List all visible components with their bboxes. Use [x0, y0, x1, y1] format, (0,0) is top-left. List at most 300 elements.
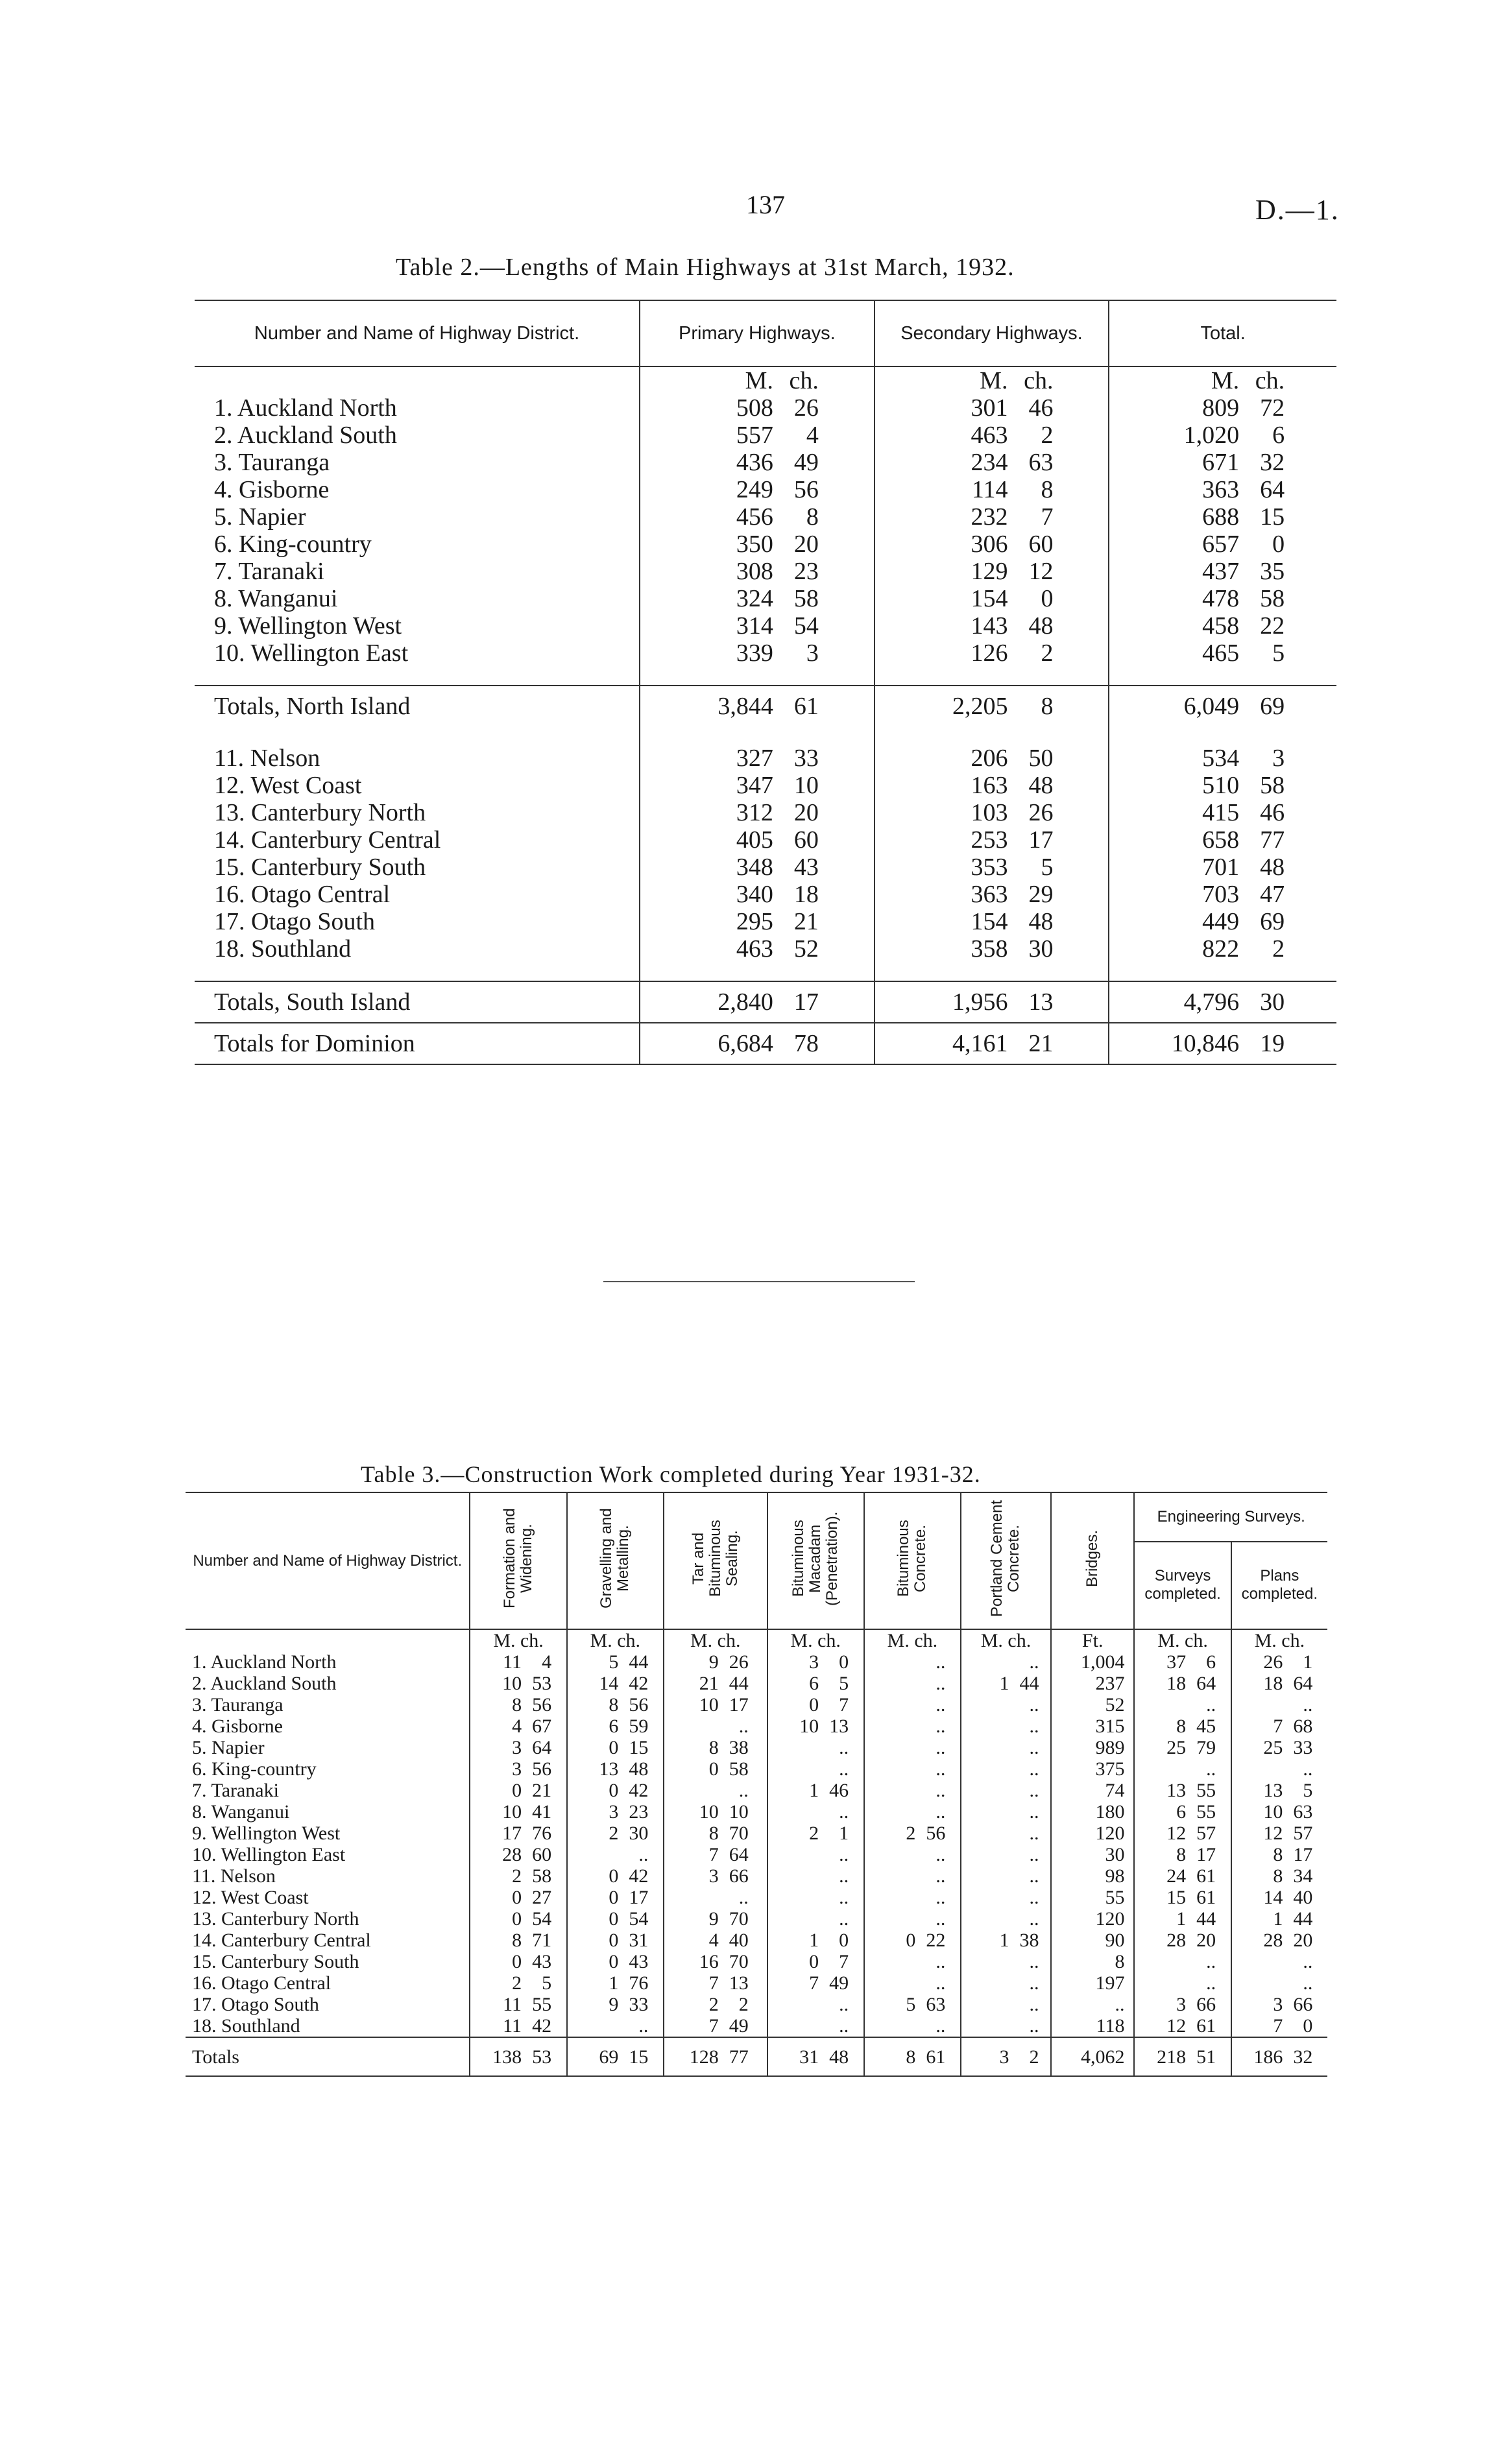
value-major: 10 — [699, 1694, 719, 1716]
value-minor: 34 — [1293, 1865, 1313, 1887]
table-row — [195, 826, 1336, 854]
district-name: 12. West Coast — [214, 772, 362, 799]
value-minor: 64 — [1293, 1673, 1313, 1694]
district-name: 13. Canterbury North — [214, 799, 426, 826]
t2-header-secondary: Secondary Highways. — [875, 300, 1109, 366]
value-major: 456 — [736, 503, 773, 531]
value-major: 350 — [736, 531, 773, 558]
value-major: 129 — [971, 558, 1008, 585]
value-major: 312 — [736, 799, 773, 826]
value-minor: .. — [1206, 1972, 1216, 1994]
unit-label: M. ch. — [961, 1629, 1051, 1651]
value-major: 154 — [971, 585, 1008, 612]
page-number: 137 — [746, 190, 785, 219]
district-name: Totals, North Island — [195, 686, 640, 726]
value-major: 12 — [1166, 1823, 1187, 1844]
value-major: 128 — [689, 2046, 719, 2068]
table-row — [195, 585, 1336, 612]
value-major: 28 — [502, 1844, 522, 1865]
value-minor: 66 — [1293, 1994, 1313, 2015]
district-name: 10. Wellington East — [214, 640, 409, 667]
value-minor: 15 — [1260, 503, 1285, 531]
value-major: 1 — [809, 1930, 819, 1951]
value-minor: 64 — [532, 1737, 552, 1758]
value-major: 163 — [971, 772, 1008, 799]
value-minor: 27 — [532, 1887, 552, 1908]
table-row — [186, 1887, 1327, 1908]
table-row — [195, 422, 1336, 449]
value-minor: 17 — [1293, 1844, 1313, 1865]
t3-header-gravelling: Gravelling and Metalling. — [567, 1492, 664, 1629]
value-major: 8 — [512, 1930, 522, 1951]
value-minor: 13 — [1028, 988, 1054, 1016]
value-minor: .. — [936, 1673, 946, 1694]
value-major: 1 — [1176, 1908, 1187, 1930]
value-minor: 56 — [926, 1823, 946, 1844]
value-major: 4,161 — [952, 1030, 1008, 1057]
value-minor: 61 — [1196, 1865, 1216, 1887]
value-minor: 60 — [532, 1844, 552, 1865]
value-minor: 61 — [926, 2046, 946, 2068]
value-major: 405 — [736, 826, 773, 854]
t3-header-plans: Plans completed. — [1231, 1542, 1327, 1629]
unit-label: M. ch. — [767, 1629, 864, 1651]
value-major: 69 — [599, 2046, 619, 2068]
value-minor: .. — [1029, 2015, 1039, 2037]
bridges-value: 98 — [1051, 1865, 1135, 1887]
value-minor: 58 — [1260, 585, 1285, 612]
value-major: 4 — [708, 1930, 719, 1951]
value-minor: 29 — [1028, 881, 1054, 908]
table-row — [186, 1673, 1327, 1694]
value-major: 12 — [1263, 1823, 1283, 1844]
value-minor: 44 — [629, 1651, 649, 1673]
value-major: 232 — [971, 503, 1008, 531]
value-minor: 2 — [1272, 935, 1285, 963]
district-name: Totals for Dominion — [195, 1023, 640, 1064]
value-major: 658 — [1202, 826, 1240, 854]
district-name: 3. Tauranga — [214, 449, 330, 476]
value-major: 6 — [609, 1716, 619, 1737]
value-minor: 20 — [793, 799, 819, 826]
value-major: 10 — [1263, 1801, 1283, 1823]
value-minor: .. — [936, 1865, 946, 1887]
value-major: 4,796 — [1183, 988, 1240, 1016]
value-minor: 68 — [1293, 1716, 1313, 1737]
value-major: 6 — [1176, 1801, 1187, 1823]
district-name: 11. Nelson — [192, 1865, 276, 1887]
table-row — [195, 476, 1336, 503]
value-major: 508 — [736, 394, 773, 422]
document-reference: D.—1. — [1255, 194, 1340, 226]
t3-header-portland: Portland Cement Concrete. — [961, 1492, 1051, 1629]
value-minor: 40 — [1293, 1887, 1313, 1908]
value-major: 2 — [809, 1823, 819, 1844]
value-minor: 50 — [1028, 745, 1054, 772]
value-major: 3 — [512, 1737, 522, 1758]
value-minor: .. — [936, 2015, 946, 2037]
value-major: 437 — [1202, 558, 1240, 585]
value-minor: 67 — [532, 1716, 552, 1737]
table-row — [186, 1780, 1327, 1801]
value-minor: 30 — [1260, 988, 1285, 1016]
value-major: 3 — [609, 1801, 619, 1823]
t3-units-row — [186, 1629, 1327, 1651]
value-minor: 56 — [629, 1694, 649, 1716]
value-minor: .. — [936, 1844, 946, 1865]
value-major: 701 — [1202, 854, 1240, 881]
unit-label: M. ch. — [664, 1629, 767, 1651]
value-major: 2 — [708, 1994, 719, 2015]
value-major: 15 — [1166, 1887, 1187, 1908]
value-major: 534 — [1202, 745, 1240, 772]
value-minor: 59 — [629, 1716, 649, 1737]
value-major: 10 — [799, 1716, 819, 1737]
value-major: 8 — [906, 2046, 916, 2068]
value-minor: 7 — [839, 1951, 849, 1972]
value-major: 324 — [736, 585, 773, 612]
value-minor: .. — [1029, 1651, 1039, 1673]
value-minor: 21 — [793, 908, 819, 935]
district-name: 7. Taranaki — [192, 1780, 279, 1801]
district-name: 1. Auckland North — [214, 394, 397, 422]
value-major: 14 — [1263, 1887, 1283, 1908]
value-minor: 51 — [1196, 2046, 1216, 2068]
value-major: 234 — [971, 449, 1008, 476]
value-minor: 77 — [729, 2046, 749, 2068]
value-minor: .. — [839, 1801, 849, 1823]
section-divider — [603, 1281, 915, 1282]
value-minor: .. — [1303, 1972, 1313, 1994]
value-minor: 71 — [532, 1930, 552, 1951]
value-minor: .. — [638, 1844, 649, 1865]
value-major: 8 — [1176, 1716, 1187, 1737]
value-minor: 42 — [629, 1780, 649, 1801]
value-major: 5 — [609, 1651, 619, 1673]
value-minor: 44 — [729, 1673, 749, 1694]
value-minor: 47 — [1260, 881, 1285, 908]
table-row — [195, 799, 1336, 826]
value-major: 14 — [599, 1673, 619, 1694]
unit-label: M. ch. — [1134, 1629, 1231, 1651]
value-minor: 48 — [1260, 854, 1285, 881]
value-major: 0 — [609, 1887, 619, 1908]
value-major: 0 — [609, 1737, 619, 1758]
t2-header-primary: Primary Highways. — [640, 300, 875, 366]
value-major: 0 — [906, 1930, 916, 1951]
value-minor: .. — [936, 1908, 946, 1930]
value-minor: .. — [1029, 1908, 1039, 1930]
value-minor: 57 — [1196, 1823, 1216, 1844]
value-major: 0 — [609, 1951, 619, 1972]
table-row — [195, 686, 1336, 726]
value-major: 295 — [736, 908, 773, 935]
value-minor: .. — [638, 2015, 649, 2037]
value-minor: 64 — [1196, 1673, 1216, 1694]
value-minor: .. — [1029, 1994, 1039, 2015]
value-major: 8 — [1273, 1844, 1283, 1865]
value-major: 3 — [512, 1758, 522, 1780]
value-minor: 26 — [729, 1651, 749, 1673]
value-major: 671 — [1202, 449, 1240, 476]
value-major: 7 — [1273, 2015, 1283, 2037]
value-minor: .. — [1029, 1823, 1039, 1844]
value-minor: .. — [1303, 1694, 1313, 1716]
value-minor: 35 — [1260, 558, 1285, 585]
value-minor: 41 — [532, 1801, 552, 1823]
value-major: 449 — [1202, 908, 1240, 935]
value-minor: 20 — [793, 531, 819, 558]
value-minor: .. — [738, 1780, 749, 1801]
table-row — [195, 558, 1336, 585]
t3-header-district: Number and Name of Highway District. — [186, 1492, 470, 1629]
district-name: 10. Wellington East — [192, 1844, 346, 1865]
table-row — [186, 1951, 1327, 1972]
district-name: 18. Southland — [214, 935, 352, 963]
value-minor: 63 — [1028, 449, 1054, 476]
value-minor: 0 — [1303, 2015, 1313, 2037]
value-minor: 5 — [542, 1972, 552, 1994]
value-minor: 22 — [926, 1930, 946, 1951]
t3-header-bridges: Bridges. — [1051, 1492, 1135, 1629]
bridges-value: 197 — [1051, 1972, 1135, 1994]
value-minor: 1 — [839, 1823, 849, 1844]
value-major: 249 — [736, 476, 773, 503]
value-major: 13 — [599, 1758, 619, 1780]
table-row — [186, 1972, 1327, 1994]
value-minor: 44 — [1019, 1673, 1039, 1694]
table-row — [195, 981, 1336, 1023]
value-minor: 17 — [729, 1694, 749, 1716]
district-name: Totals, South Island — [195, 981, 640, 1023]
district-name: 6. King-country — [214, 531, 372, 558]
value-major: 13 — [1263, 1780, 1283, 1801]
district-name: 17. Otago South — [192, 1994, 319, 2015]
value-major: 13 — [1166, 1780, 1187, 1801]
value-minor: 48 — [829, 2046, 849, 2068]
value-minor: .. — [1303, 1758, 1313, 1780]
value-major: 24 — [1166, 1865, 1187, 1887]
unit-label: M. ch. — [567, 1629, 664, 1651]
value-minor: 0 — [1272, 531, 1285, 558]
value-minor: 44 — [1293, 1908, 1313, 1930]
value-major: 0 — [609, 1780, 619, 1801]
table-row — [186, 1844, 1327, 1865]
value-minor: 48 — [1028, 612, 1054, 640]
district-name: 15. Canterbury South — [192, 1951, 359, 1972]
table-row — [186, 1930, 1327, 1951]
value-minor: 18 — [793, 881, 819, 908]
value-minor: .. — [1029, 1780, 1039, 1801]
value-minor: .. — [1029, 1844, 1039, 1865]
table-row — [186, 2015, 1327, 2037]
t3-header-tar: Tar and Bituminous Sealing. — [664, 1492, 767, 1629]
value-minor: 0 — [1041, 585, 1054, 612]
value-major: 114 — [971, 476, 1008, 503]
value-minor: 17 — [1196, 1844, 1216, 1865]
value-major: 138 — [492, 2046, 522, 2068]
value-minor: 79 — [1196, 1737, 1216, 1758]
value-minor: 78 — [793, 1030, 819, 1057]
value-minor: 2 — [1041, 422, 1054, 449]
value-major: 6,684 — [718, 1030, 773, 1057]
value-minor: 72 — [1260, 394, 1285, 422]
value-major: 0 — [708, 1758, 719, 1780]
value-minor: 5 — [839, 1673, 849, 1694]
value-minor: 10 — [793, 772, 819, 799]
value-minor: 42 — [629, 1673, 649, 1694]
value-minor: .. — [738, 1887, 749, 1908]
value-minor: 3 — [1272, 745, 1285, 772]
value-minor: .. — [1029, 1887, 1039, 1908]
value-minor: 61 — [1196, 1887, 1216, 1908]
value-major: 465 — [1202, 640, 1240, 667]
table-row — [186, 2037, 1327, 2076]
value-minor: 52 — [793, 935, 819, 963]
value-minor: .. — [839, 1758, 849, 1780]
value-minor: 43 — [532, 1951, 552, 1972]
bridges-value: 55 — [1051, 1887, 1135, 1908]
table-row — [195, 449, 1336, 476]
value-minor: 46 — [829, 1780, 849, 1801]
unit-chains: ch. — [1024, 367, 1054, 394]
bridges-value: 989 — [1051, 1737, 1135, 1758]
district-name: 5. Napier — [192, 1737, 265, 1758]
value-major: 703 — [1202, 881, 1240, 908]
value-minor: 30 — [629, 1823, 649, 1844]
value-minor: .. — [1029, 1694, 1039, 1716]
bridges-value: 8 — [1051, 1951, 1135, 1972]
value-major: 327 — [736, 745, 773, 772]
value-minor: 32 — [1260, 449, 1285, 476]
value-minor: 54 — [532, 1908, 552, 1930]
unit-miles: M. — [980, 367, 1008, 394]
value-minor: 13 — [729, 1972, 749, 1994]
value-major: 218 — [1157, 2046, 1187, 2068]
value-minor: 49 — [793, 449, 819, 476]
value-minor: .. — [936, 1758, 946, 1780]
value-major: 25 — [1166, 1737, 1187, 1758]
value-minor: 30 — [1028, 935, 1054, 963]
value-minor: .. — [936, 1651, 946, 1673]
value-minor: 56 — [793, 476, 819, 503]
value-major: 10 — [699, 1801, 719, 1823]
value-minor: 63 — [1293, 1801, 1313, 1823]
value-minor: 49 — [729, 2015, 749, 2037]
value-major: 37 — [1166, 1651, 1187, 1673]
district-name: 8. Wanganui — [192, 1801, 290, 1823]
value-major: 6,049 — [1183, 693, 1240, 720]
value-minor: .. — [1029, 1716, 1039, 1737]
value-minor: 6 — [1272, 422, 1285, 449]
value-minor: 5 — [1272, 640, 1285, 667]
value-minor: .. — [839, 1887, 849, 1908]
value-minor: 70 — [729, 1951, 749, 1972]
value-minor: 66 — [1196, 1994, 1216, 2015]
value-minor: 58 — [729, 1758, 749, 1780]
value-minor: 2 — [738, 1994, 749, 2015]
value-major: 478 — [1202, 585, 1240, 612]
value-minor: 70 — [729, 1823, 749, 1844]
value-major: 17 — [502, 1823, 522, 1844]
value-minor: 38 — [729, 1737, 749, 1758]
value-minor: 22 — [1260, 612, 1285, 640]
value-minor: .. — [936, 1737, 946, 1758]
value-major: 0 — [512, 1887, 522, 1908]
value-minor: .. — [839, 1844, 849, 1865]
t3-header-surveys: Surveys completed. — [1134, 1542, 1231, 1629]
bridges-value: 74 — [1051, 1780, 1135, 1801]
value-major: 463 — [736, 935, 773, 963]
unit-label: M. ch. — [1231, 1629, 1327, 1651]
value-minor: 55 — [532, 1994, 552, 2015]
value-major: 0 — [609, 1865, 619, 1887]
value-minor: .. — [1029, 1865, 1039, 1887]
value-major: 2,205 — [952, 693, 1008, 720]
value-minor: 54 — [793, 612, 819, 640]
unit-label: Ft. — [1051, 1629, 1135, 1651]
value-major: 26 — [1263, 1651, 1283, 1673]
table-row — [186, 1865, 1327, 1887]
value-major: 510 — [1202, 772, 1240, 799]
value-minor: 0 — [839, 1651, 849, 1673]
value-minor: .. — [1029, 1972, 1039, 1994]
value-major: 154 — [971, 908, 1008, 935]
value-major: 11 — [503, 1994, 522, 2015]
value-major: 358 — [971, 935, 1008, 963]
value-minor: 56 — [532, 1694, 552, 1716]
value-major: 436 — [736, 449, 773, 476]
value-major: 5 — [906, 1994, 916, 2015]
value-major: 253 — [971, 826, 1008, 854]
value-major: 103 — [971, 799, 1008, 826]
t3-header-bituminous-concrete: Bituminous Concrete. — [864, 1492, 961, 1629]
bridges-value: 237 — [1051, 1673, 1135, 1694]
table-row — [195, 503, 1336, 531]
value-minor: 31 — [629, 1930, 649, 1951]
value-minor: 4 — [806, 422, 819, 449]
district-name: Totals — [186, 2037, 470, 2076]
value-minor: 46 — [1260, 799, 1285, 826]
table-row — [195, 531, 1336, 558]
value-major: 339 — [736, 640, 773, 667]
value-minor: 61 — [1196, 2015, 1216, 2037]
value-minor: .. — [936, 1780, 946, 1801]
value-minor: 60 — [793, 826, 819, 854]
value-major: 3 — [999, 2046, 1009, 2068]
t3-header-macadam: Bituminous Macadam (Penetration). — [767, 1492, 864, 1629]
district-name: 4. Gisborne — [214, 476, 330, 503]
value-minor: 17 — [793, 988, 819, 1016]
value-major: 1,020 — [1183, 422, 1240, 449]
value-minor: .. — [1029, 1758, 1039, 1780]
value-minor: 23 — [793, 558, 819, 585]
value-minor: 63 — [926, 1994, 946, 2015]
value-major: 301 — [971, 394, 1008, 422]
value-minor: 42 — [532, 2015, 552, 2037]
value-major: 1 — [809, 1780, 819, 1801]
value-major: 25 — [1263, 1737, 1283, 1758]
district-name: 4. Gisborne — [192, 1716, 283, 1737]
district-name: 8. Wanganui — [214, 585, 338, 612]
value-minor: .. — [1206, 1758, 1216, 1780]
value-major: 8 — [708, 1823, 719, 1844]
bridges-value: 30 — [1051, 1844, 1135, 1865]
district-name: 18. Southland — [192, 2015, 300, 2037]
value-major: 4 — [512, 1716, 522, 1737]
unit-miles: M. — [745, 367, 773, 394]
value-minor: 42 — [629, 1865, 649, 1887]
